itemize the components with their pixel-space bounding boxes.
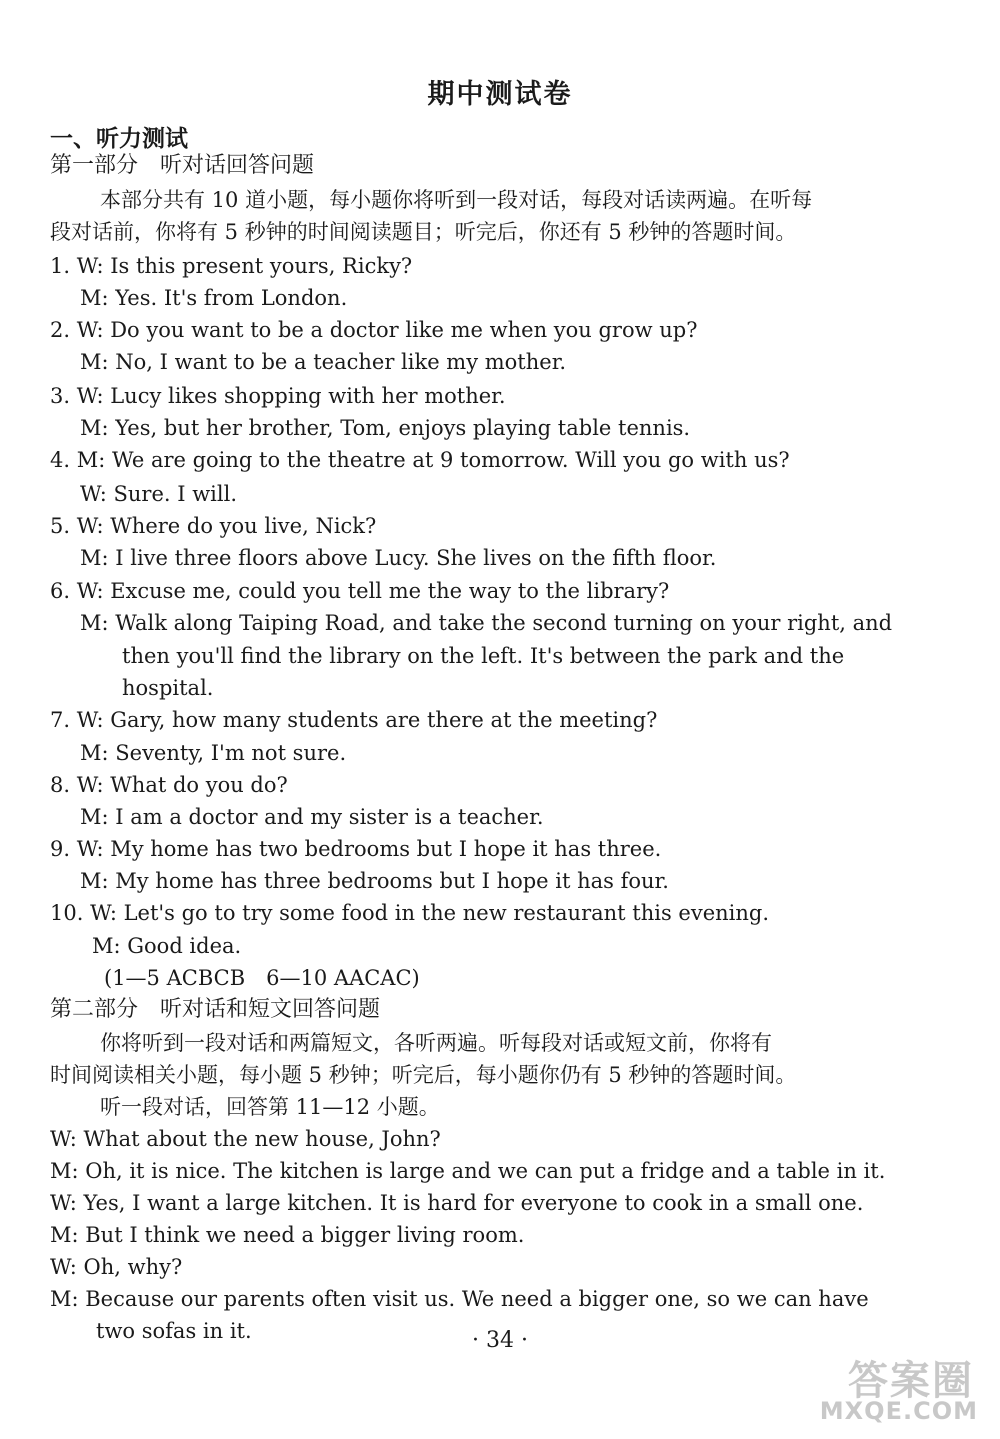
dialogue-line: 8. W: What do you do? [50,773,288,797]
dialogue-line: 7. W: Gary, how many students are there at the meeting? [50,708,658,732]
section-heading: 一、听力测试 [50,126,188,152]
dialogue-line: M: Good idea. [92,934,242,958]
dialogue-line: two sofas in it. [96,1319,252,1343]
dialogue-line: 3. W: Lucy likes shopping with her mother. [50,384,506,408]
dialogue-line: 1. W: Is this present yours, Ricky? [50,254,413,278]
watermark-site: MXQE.COM [819,1397,978,1425]
dialogue-line: M: I am a doctor and my sister is a teacher. [80,805,544,829]
dialogue-line: 5. W: Where do you live, Nick? [50,514,377,538]
part1-instruction-line: 本部分共有 10 道小题，每小题你将听到一段对话，每段对话读两遍。在听每 [100,188,813,212]
dialogue-line: W: What about the new house, John? [50,1127,441,1151]
part1-heading: 第一部分 听对话回答问题 [50,153,315,178]
dialogue-line: 4. M: We are going to the theatre at 9 tomorrow. Will you go with us? [50,448,790,472]
dialogue-line: M: Oh, it is nice. The kitchen is large and we can put a fridge and a table in it. [50,1159,886,1183]
dialogue-line: M: Yes. It's from London. [80,286,348,310]
watermark-logo-text: 答案圈 [848,1358,974,1404]
dialogue-line: 10. W: Let's go to try some food in the new restaurant this evening. [50,901,770,925]
part2-instruction-line: 时间阅读相关小题，每小题 5 秒钟；听完后，每小题你仍有 5 秒钟的答题时间。 [50,1063,797,1087]
dialogue-line: M: No, I want to be a teacher like my mother. [80,350,567,374]
part1-instruction-line: 段对话前，你将有 5 秒钟的时间阅读题目；听完后，你还有 5 秒钟的答题时间。 [50,220,797,244]
dialogue-line: M: Yes, but her brother, Tom, enjoys playing table tennis. [80,416,691,440]
dialogue-line: M: But I think we need a bigger living room. [50,1223,525,1247]
dialogue-line: M: Because our parents often visit us. We need a bigger one, so we can have [50,1287,869,1311]
dialogue-line: M: Seventy, I'm not sure. [80,741,347,765]
dialogue-line: 9. W: My home has two bedrooms but I hope it has three. [50,837,662,861]
part2-heading: 第二部分 听对话和短文回答问题 [50,997,381,1022]
dialogue-line: 6. W: Excuse me, could you tell me the way to the library? [50,579,670,603]
page-title: 期中测试卷 [427,79,573,110]
answer-key: (1—5 ACBCB 6—10 AACAC) [104,966,420,990]
dialogue-line: hospital. [122,676,214,700]
page-number: · 34 · [472,1328,528,1353]
dialogue-line: W: Sure. I will. [80,482,238,506]
dialogue-line: W: Yes, I want a large kitchen. It is hard for everyone to cook in a small one. [50,1191,864,1215]
dialogue-line: then you'll find the library on the left. It's between the park and the [122,644,845,668]
dialogue-line: 2. W: Do you want to be a doctor like me when you grow up? [50,318,698,342]
dialogue-line: M: My home has three bedrooms but I hope it has four. [80,869,669,893]
dialogue-line: M: I live three floors above Lucy. She lives on the fifth floor. [80,546,717,570]
dialogue-line: M: Walk along Taiping Road, and take the second turning on your right, and [80,611,893,635]
part2-instruction-line: 你将听到一段对话和两篇短文，各听两遍。听每段对话或短文前，你将有 [100,1031,772,1055]
part2-instruction-line: 听一段对话，回答第 11—12 小题。 [100,1095,440,1119]
dialogue-line: W: Oh, why? [50,1255,183,1279]
watermark-logo [778,1349,978,1427]
